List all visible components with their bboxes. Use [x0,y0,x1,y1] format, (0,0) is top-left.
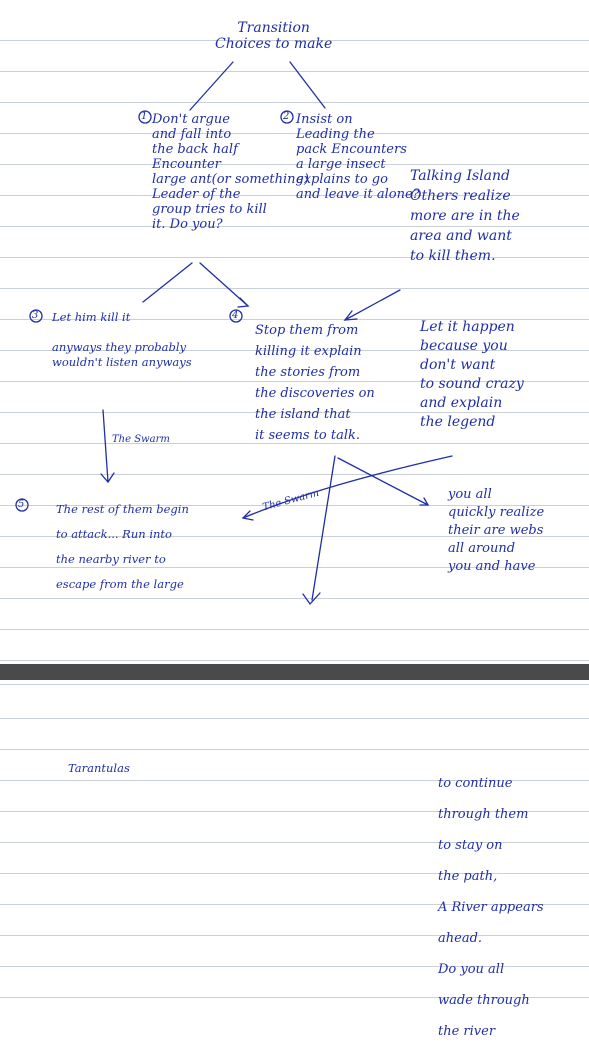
choice-4-text: Stop them from killing it explain the stories from the discoveries on the island that it seems to talk. [255,323,375,443]
let-it-happen-text: Let it happen because you don't want to sound crazy and explain the legend [420,319,524,430]
continue-text: to continue through them to stay on the path, A River appears ahead. Do you all wade through the river [438,776,544,1039]
choice-1-number: 1 [141,111,148,122]
choice-3-number: 3 [32,310,39,321]
choice-5-text: The rest of them begin to attack... Run into the nearby river to escape from the large [56,502,189,591]
title: Transition Choices to make [215,20,333,52]
choice-2-number: 2 [283,111,290,122]
swarm-label-2: The Swarm [261,487,321,514]
webs-text: you all quickly realize their are webs all around you and have [448,487,545,574]
choice-1-text: Don't argue and fall into the back half Encounter large ant(or something) Leader of the group tries to kill it. Do you? [152,112,309,232]
tarantulas-text: Tarantulas [68,761,130,775]
choice-2-text: Insist on Leading the pack Encounters a large insect explains to go and leave it alone? [296,112,420,202]
choice-3-text: Let him kill it anyways they probably wouldn't listen anyways [52,310,192,369]
choice-5-number: 5 [18,499,25,510]
notebook-page-bottom [0,680,589,1039]
swarm-label-1: The Swarm [112,434,170,445]
talking-island-text: Talking Island Others realize more are in the area and want to kill them. [410,168,520,264]
choice-4-number: 4 [232,310,239,321]
page-divider [0,664,589,680]
